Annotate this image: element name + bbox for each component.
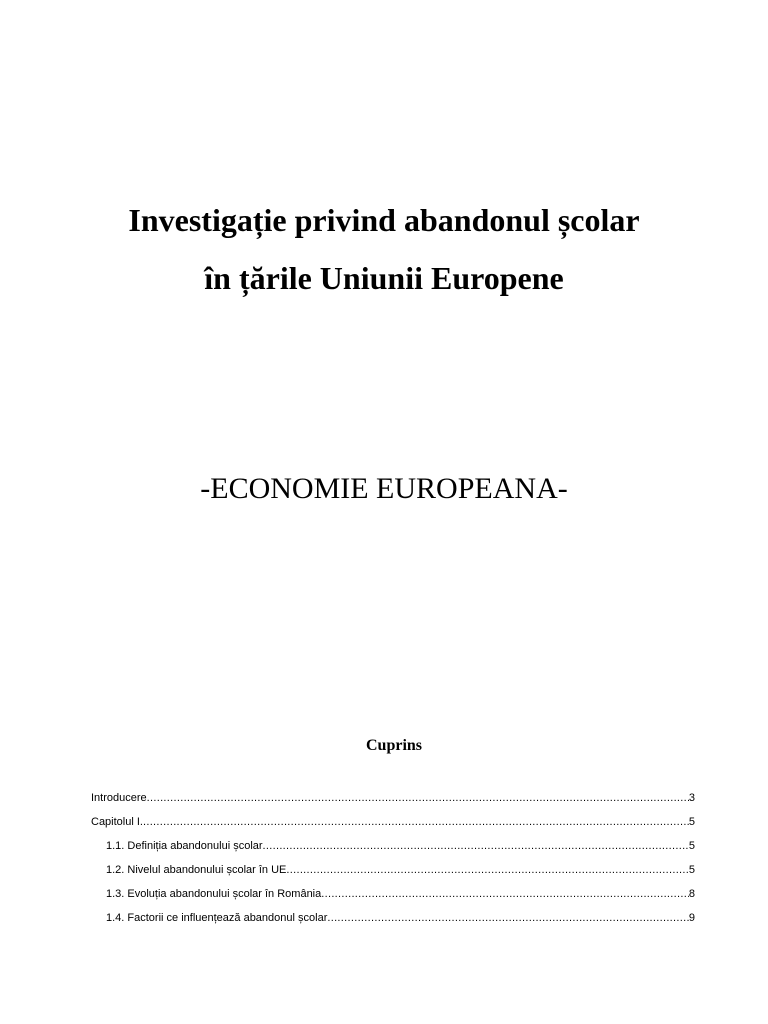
toc-entry-page: 9 [688,912,695,924]
toc-dot-leader [263,836,689,856]
toc-dot-leader [143,812,689,832]
toc-dot-leader [321,884,689,904]
toc-entry-text: Capitolul I. [91,816,143,828]
document-title-line-2: în țările Uniunii Europene [204,260,564,296]
toc-entry-1-2[interactable] [91,860,695,884]
toc-entry-1-1[interactable] [91,836,695,860]
toc-entry-text: 1.2. Nivelul abandonului școlar în UE [106,864,287,876]
toc-entry-introducere[interactable] [91,788,695,812]
toc-entry-text: 1.3. Evoluția abandonului școlar în România [106,888,322,900]
toc-entry-capitolul-1[interactable] [91,812,695,836]
toc-dot-leader [147,788,689,808]
toc-entry-page: 3 [688,792,695,804]
toc-entry-text: Introducere [91,792,147,804]
document-subtitle: -ECONOMIE EUROPEANA- [200,472,568,505]
toc-entry-text: 1.4. Factorii ce influențează abandonul școlar [106,912,328,924]
toc-entry-page: 5 [688,864,695,876]
toc-heading: Cuprins [365,737,423,754]
table-of-contents [91,788,695,932]
toc-dot-leader [286,860,688,880]
toc-entry-1-4[interactable] [91,908,695,932]
toc-dot-leader [327,908,689,928]
toc-entry-page: 5 [688,816,695,828]
toc-entry-page: 5 [688,840,695,852]
toc-entry-text: 1.1. Definiția abandonului școlar [106,840,263,852]
toc-entry-1-3[interactable] [91,884,695,908]
toc-entry-page: 8 [688,888,695,900]
document-title-line-1: Investigație privind abandonul școlar [128,202,640,238]
